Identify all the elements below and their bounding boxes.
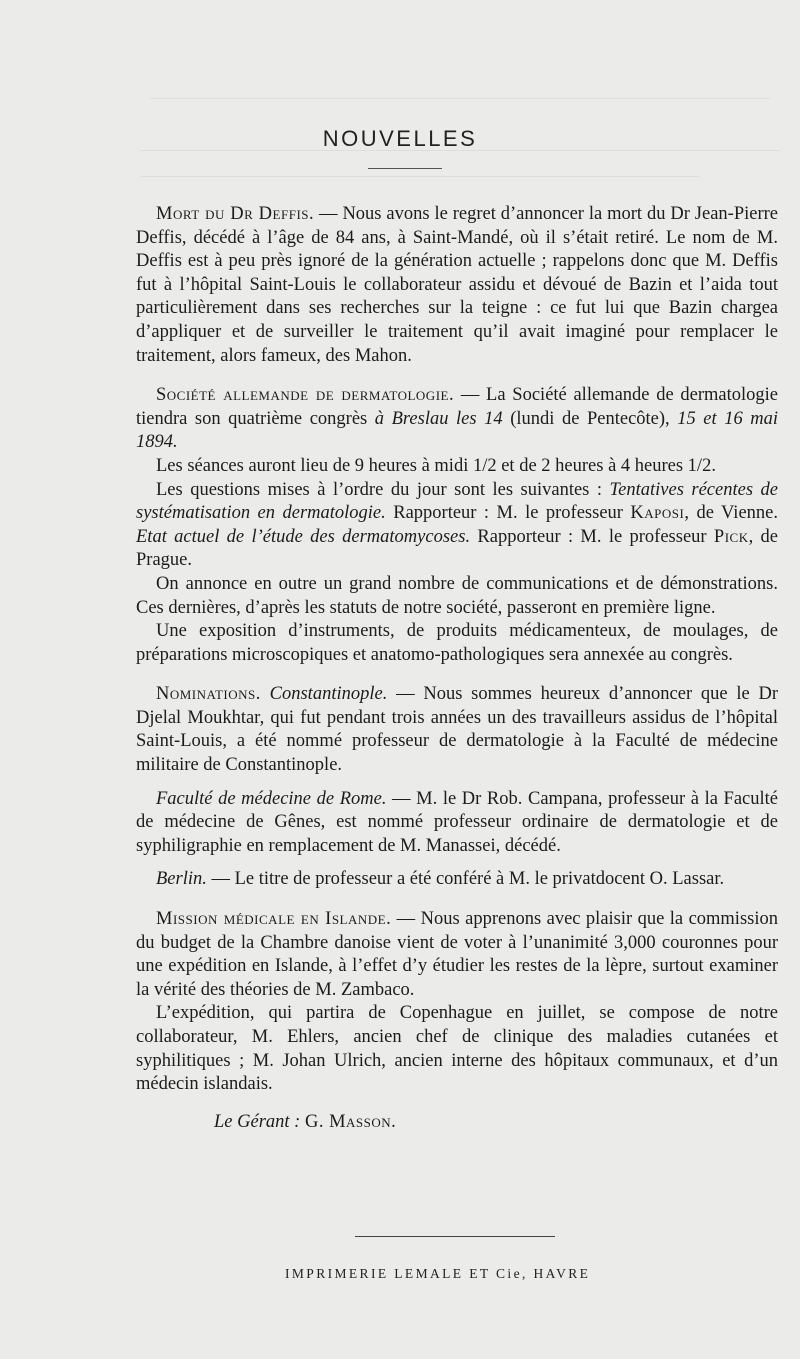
nominations-paragraph-2 <box>136 788 778 859</box>
societe-rapporteur-name: Kaposi <box>630 503 685 524</box>
nominations-paragraph-1 <box>136 683 778 777</box>
article-body <box>136 203 778 1134</box>
societe-paragraph-4: On annonce en outre un grand nombre de communications et de démonstrations. Ces dernières, d’après les statuts de notre société, passeront en première ligne. <box>136 573 778 618</box>
societe-text: , de Vienne. <box>684 503 778 524</box>
societe-text: , de Prague. <box>136 526 779 571</box>
bleed-through-line <box>140 176 700 177</box>
signature-name: G. Masson. <box>304 1111 397 1132</box>
nominations-heading: Nominations. <box>156 684 261 705</box>
nominations-subheading: Berlin. <box>156 869 207 890</box>
page-title: NOUVELLES <box>322 126 478 151</box>
nominations-text: — M. le Dr Rob. Campana, professeur à la Faculté de médecine de Gênes, est nommé professeur ordinaire de dermatologie et de syphiligraphie en remplacement de M. Manassei, décédé. <box>136 788 778 856</box>
mission-paragraph-2: L’expédition, qui partira de Copenhague en juillet, se compose de notre collaborateur, M. Ehlers, ancien chef de clinique des maladies cutanées et syphilitiques ; M. Johan Ulrich, ancien interne des hôpitaux communaux, et d’un médecin islandais. <box>136 1003 778 1095</box>
societe-text: Rapporteur : M. le professeur <box>385 503 631 524</box>
nominations-text: — Le titre de professeur a été conféré à M. le privatdocent O. Lassar. <box>206 869 725 890</box>
deffis-paragraph <box>136 203 778 368</box>
societe-paragraph-2: Les séances auront lieu de 9 heures à midi 1/2 et de 2 heures à 4 heures 1/2. <box>156 455 716 476</box>
bleed-through-line <box>150 98 770 99</box>
societe-text: Les questions mises à l’ordre du jour sont les suivantes : <box>156 479 610 500</box>
societe-heading: Société allemande de dermatologie. <box>156 385 455 406</box>
signature-label: Le Gérant : <box>214 1111 301 1132</box>
footer-rule <box>355 1236 555 1237</box>
nominations-subheading: Constantinople. <box>269 684 388 705</box>
societe-paragraph-5: Une exposition d’instruments, de produits médicamenteux, de moulages, de préparations microscopiques et anatomo-pathologiques sera annexée au congrès. <box>136 621 778 665</box>
societe-date: 15 et 16 mai 1894. <box>136 408 779 453</box>
societe-paragraph-1 <box>136 384 778 455</box>
societe-topic: Etat actuel de l’étude des dermatomycoses. <box>136 526 471 547</box>
societe-rapporteur-name: Pick <box>713 526 749 547</box>
deffis-text: — Nous avons le regret d’annoncer la mort du Dr Jean-Pierre Deffis, décédé à l’âge de 84 ans, à Saint-Mandé, où il s’était retiré. Le nom de M. Deffis est à peu près ignoré de la génération actuelle ; rappelons donc que M. Deffis fut à l’hôpital Saint-Louis le collaborateur assidu et dévoué de Bazin et l’aida tout particulièrement dans ses recherches sur la teigne : ce fut lui que Bazin chargea d’appliquer et de surveiller le traitement qu’il avait imaginé pour remplacer le traitement, alors fameux, des Mahon. <box>136 204 778 366</box>
signature <box>136 1111 778 1135</box>
societe-text: Rapporteur : M. le professeur <box>470 526 714 547</box>
nominations-text: — Nous sommes heureux d’annoncer que le Dr Djelal Moukhtar, qui fut pendant trois années un des travailleurs assidus de l’hôpital Saint-Louis, a été nommé professeur de dermatologie à la Faculté de médecine militaire de Constantinople. <box>136 684 778 776</box>
societe-place: à Breslau les 14 <box>374 408 503 429</box>
societe-text: (lundi de Pentecôte), <box>502 408 678 429</box>
societe-topic: Tentatives récentes de systématisation en dermatologie. <box>136 479 778 524</box>
mission-paragraph-1 <box>136 908 778 1002</box>
mission-heading: Mission médicale en Islande. <box>156 909 392 930</box>
mission-text: — Nous apprenons avec plaisir que la commission du budget de la Chambre danoise vient de voter à l’unanimité 3,000 couronnes pour une expédition en Islande, à l’effet d’y étudier les restes de la lèpre, surtout examiner la vérité des théories de M. Zambaco. <box>136 909 778 1000</box>
societe-text: — La Société allemande de dermatologie tiendra son quatrième congrès <box>136 385 779 429</box>
title-rule <box>368 168 442 169</box>
societe-paragraph-3 <box>136 479 778 573</box>
printer-imprint: IMPRIMERIE LEMALE ET Cie, HAVRE <box>285 1266 591 1281</box>
deffis-heading: Mort du Dr Deffis. <box>156 204 315 224</box>
nominations-subheading: Faculté de médecine de Rome. <box>156 788 387 809</box>
nominations-paragraph-3 <box>136 868 778 892</box>
